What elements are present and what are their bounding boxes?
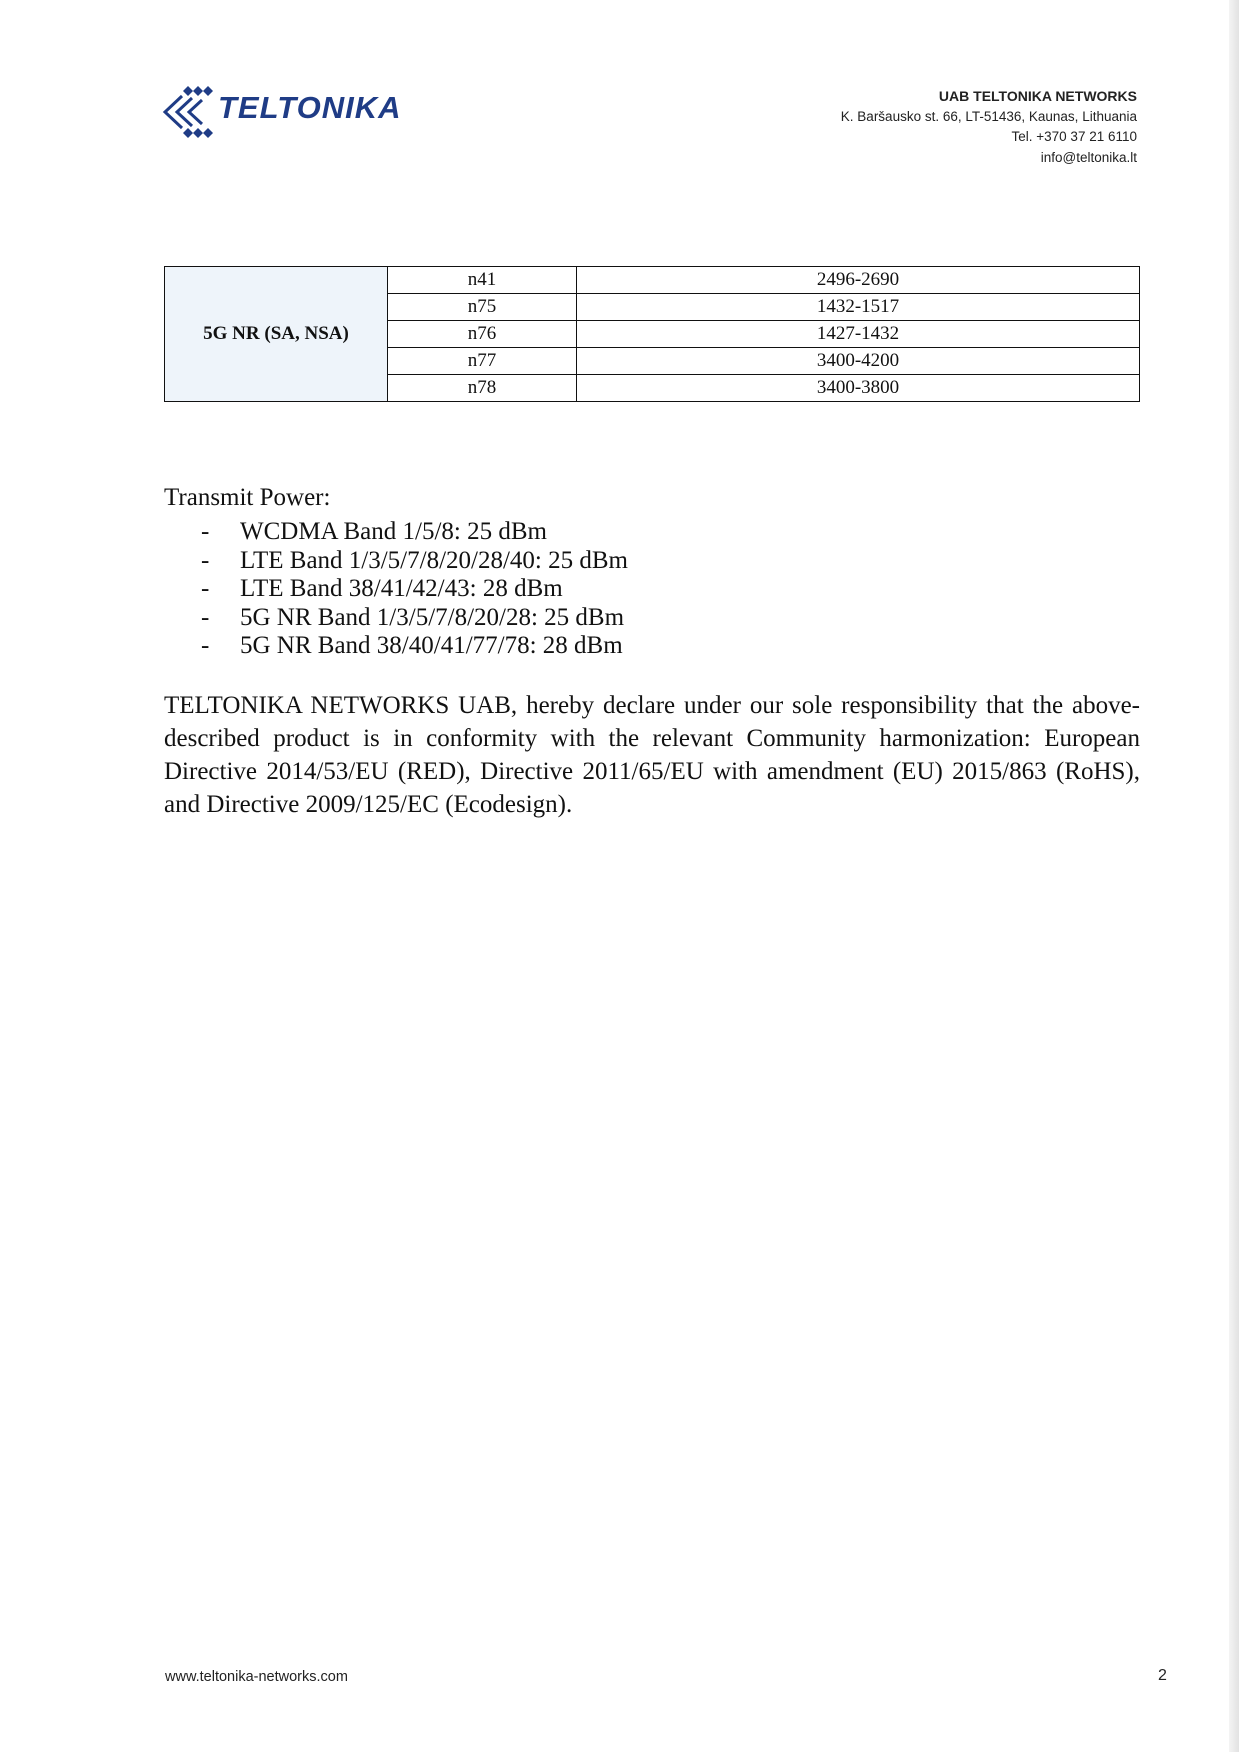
list-item bbox=[164, 518, 628, 547]
list-item bbox=[164, 604, 628, 633]
range-cell: 1427-1432 bbox=[577, 321, 1140, 348]
page-edge bbox=[1229, 0, 1239, 1752]
dash-bullet: - bbox=[201, 575, 210, 602]
company-name: UAB TELTONIKA NETWORKS bbox=[938, 88, 1137, 104]
range-cell: 3400-3800 bbox=[577, 375, 1140, 402]
list-item-text: WCDMA Band 1/5/8: 25 dBm bbox=[240, 518, 547, 545]
page-number: 2 bbox=[1158, 1667, 1167, 1684]
range-cell: 3400-4200 bbox=[577, 348, 1140, 375]
list-item bbox=[164, 575, 628, 604]
band-cell: n77 bbox=[388, 348, 577, 375]
footer-website-link[interactable]: www.teltonika-networks.com bbox=[165, 1669, 348, 1685]
band-cell: n76 bbox=[388, 321, 577, 348]
list-item-text: LTE Band 1/3/5/7/8/20/28/40: 25 dBm bbox=[240, 546, 628, 574]
transmit-power-list bbox=[164, 518, 628, 661]
list-item bbox=[164, 632, 628, 661]
list-item bbox=[164, 547, 628, 576]
list-item-text: 5G NR Band 1/3/5/7/8/20/28: 25 dBm bbox=[240, 603, 625, 631]
list-item-text: LTE Band 38/41/42/43: 28 dBm bbox=[240, 575, 563, 602]
company-phone: Tel. +370 37 21 6110 bbox=[1011, 129, 1137, 144]
range-cell: 2496-2690 bbox=[577, 267, 1140, 294]
technology-cell: 5G NR (SA, NSA) bbox=[165, 267, 388, 402]
declaration-paragraph: TELTONIKA NETWORKS UAB, hereby declare under our sole responsibility that the above-described product is in conformity with the relevant Community harmonization: European Directive 2014/53/EU (RED), Directive 2011/65/EU with amendment (EU) 2015/863 (RoHS), and Directive 2009/125/EC (Ecodesign). bbox=[164, 692, 1140, 818]
transmit-power-title: Transmit Power: bbox=[164, 484, 331, 511]
company-info bbox=[841, 86, 1137, 168]
dash-bullet: - bbox=[201, 518, 210, 545]
dash-bullet: - bbox=[201, 632, 210, 659]
band-cell: n78 bbox=[388, 375, 577, 402]
logo-diamonds-icon bbox=[162, 84, 222, 140]
range-cell: 1432-1517 bbox=[577, 294, 1140, 321]
dash-bullet: - bbox=[201, 546, 210, 574]
band-cell: n75 bbox=[388, 294, 577, 321]
dash-bullet: - bbox=[201, 603, 210, 631]
table-row bbox=[165, 267, 1140, 294]
band-cell: n41 bbox=[388, 267, 577, 294]
company-address: K. Baršausko st. 66, LT-51436, Kaunas, Lithuania bbox=[840, 108, 1137, 124]
logo-wordmark: TELTONIKA bbox=[218, 90, 402, 125]
teltonika-logo bbox=[162, 84, 422, 140]
company-email: info@teltonika.lt bbox=[1040, 149, 1137, 165]
list-item-text: 5G NR Band 38/40/41/77/78: 28 dBm bbox=[240, 632, 623, 659]
band-table bbox=[164, 266, 1140, 402]
